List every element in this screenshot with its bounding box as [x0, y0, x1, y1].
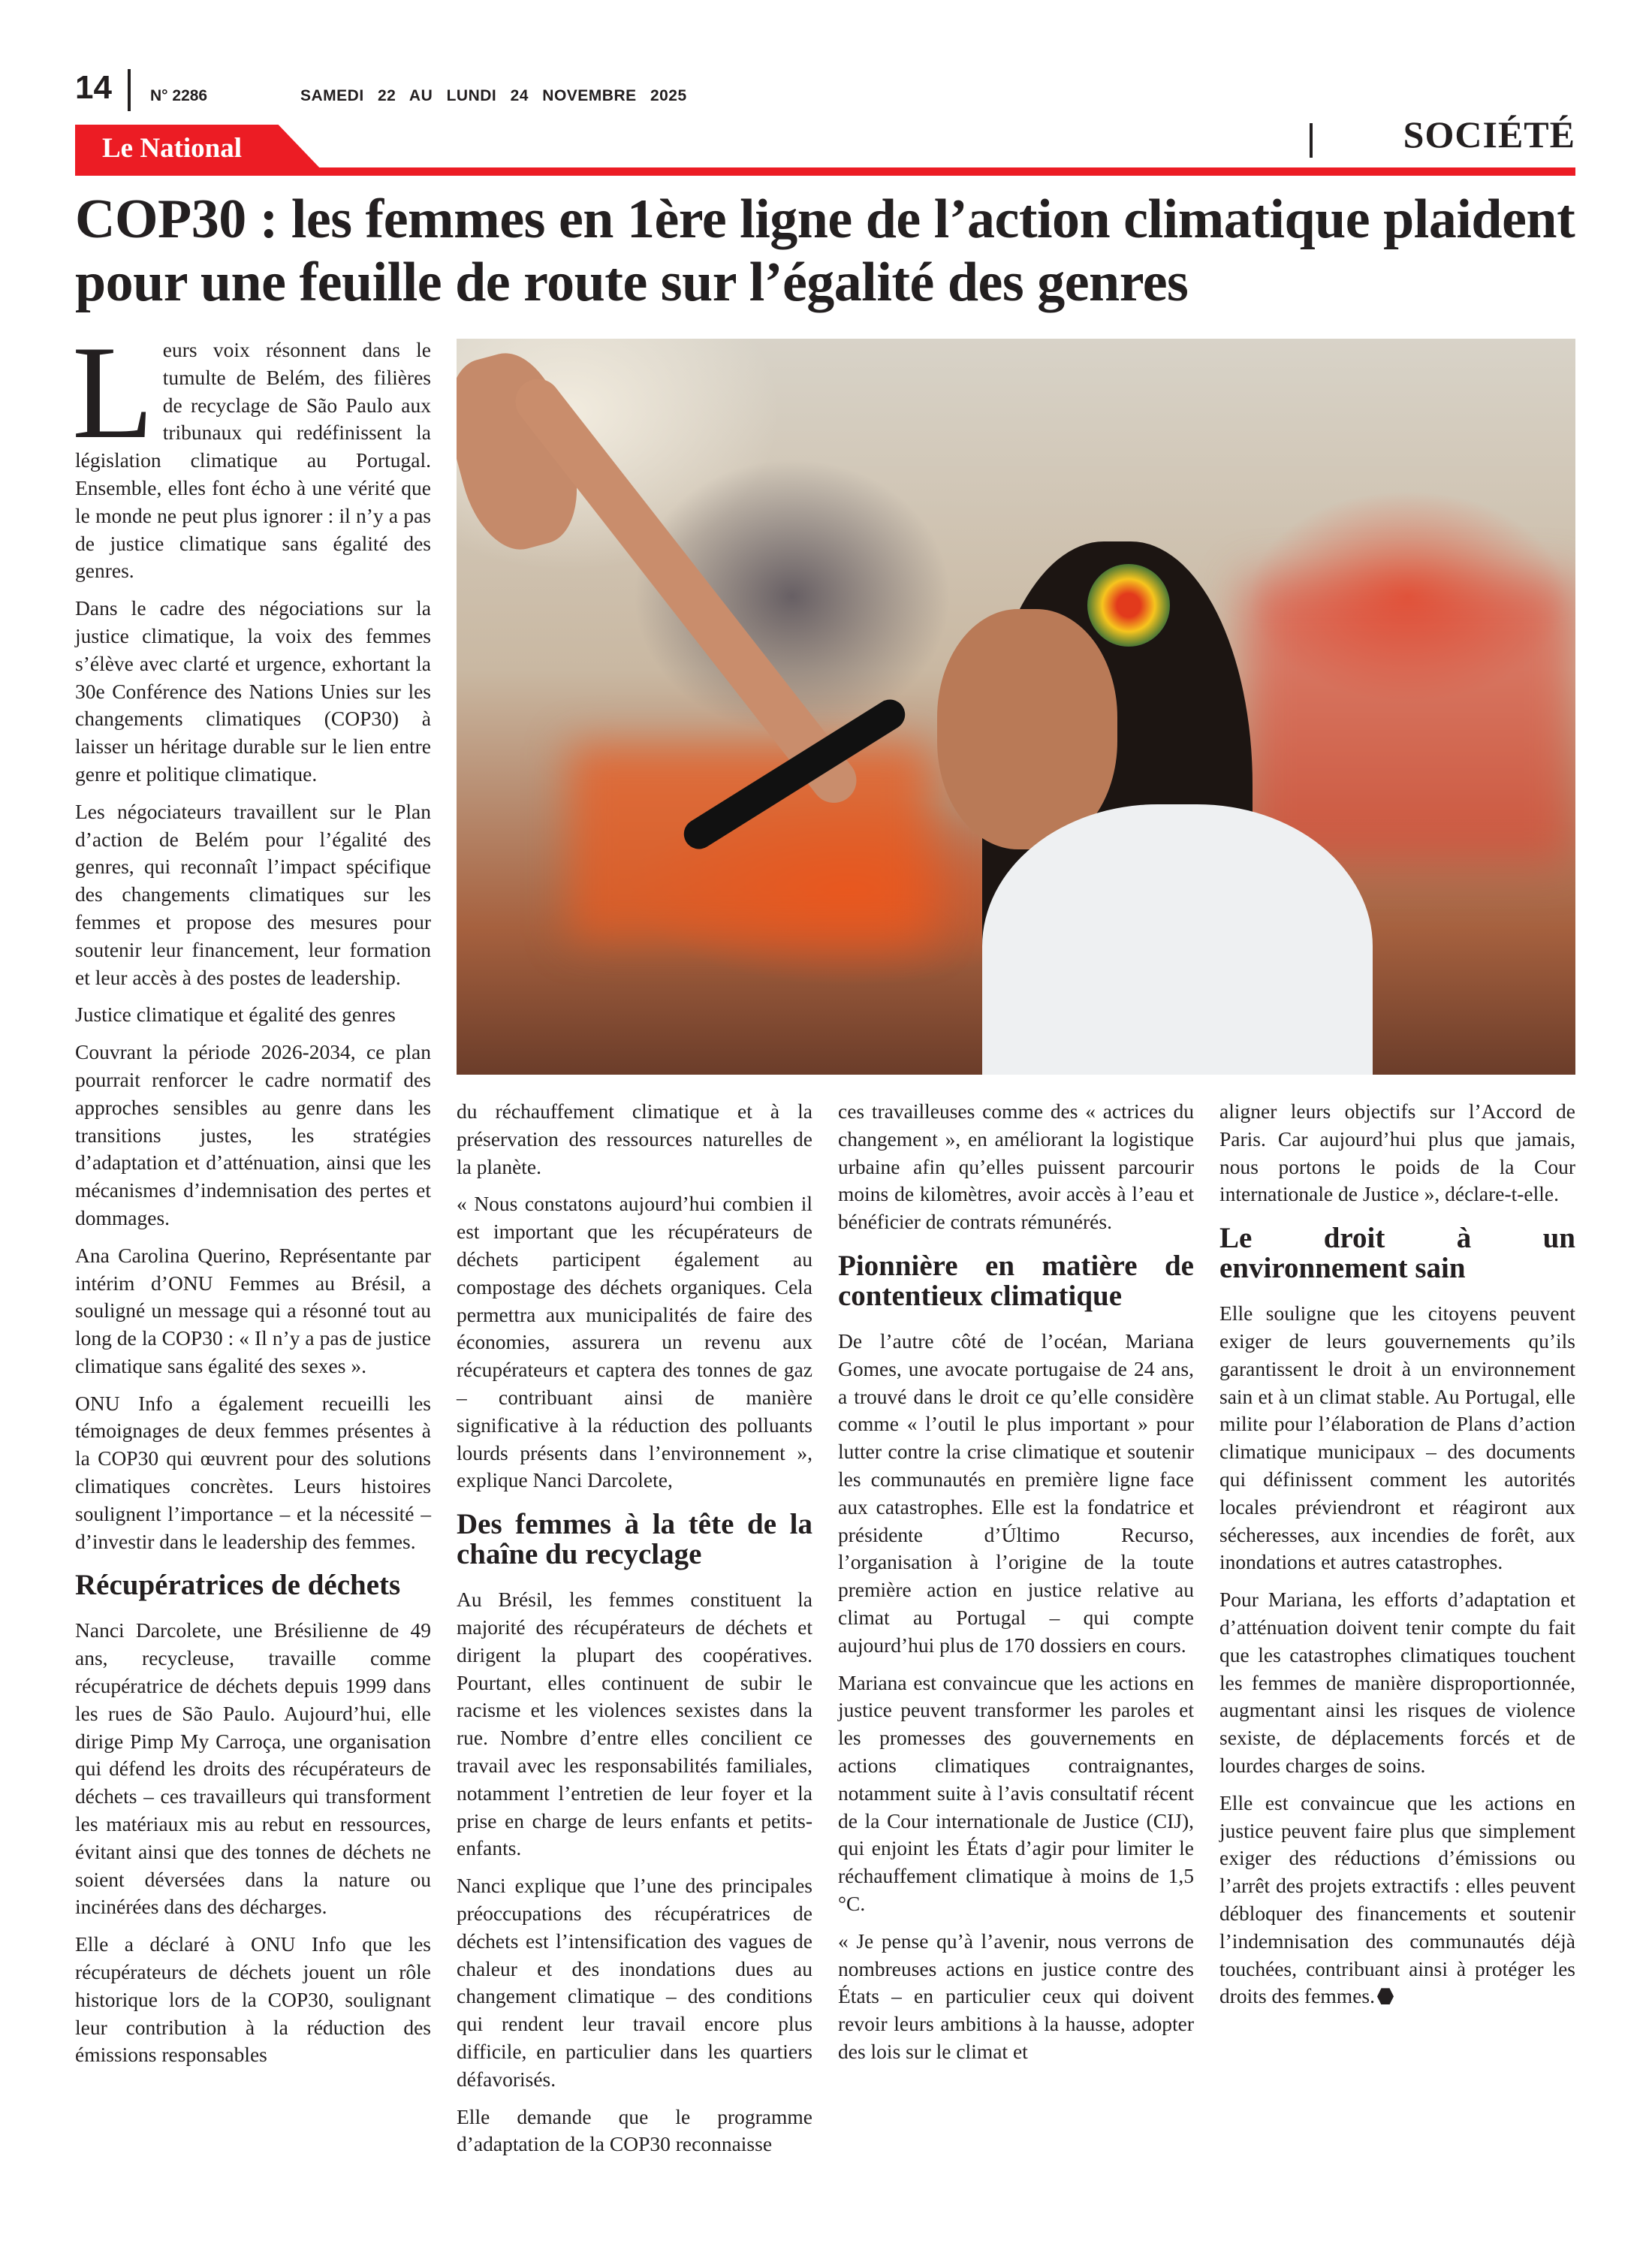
paragraph-text: Elle a déclaré à ONU Info que les récupérateurs de déchets jouent un rôle historique lors de la COP30, soulignant leur contribution à la réduction des émissions responsables	[75, 1932, 431, 2067]
end-of-article-icon	[1377, 1988, 1394, 2004]
paragraph	[838, 1328, 1194, 1660]
paragraph	[75, 798, 431, 992]
article-column-2	[457, 1098, 812, 2168]
paragraph	[75, 1390, 431, 1556]
paragraph	[75, 595, 431, 789]
paragraph-text: Couvrant la période 2026-2034, ce plan pourrait renforcer le cadre normatif des approches sensibles au genre dans les transitions justes, les stratégies d’adaptation et d’atténuation, ainsi que les mécanismes d’indemnisation des pertes et dommages.	[75, 1040, 431, 1229]
newspaper-logo: Le National	[102, 133, 243, 164]
paragraph-text: « Nous constatons aujourd’hui combien il est important que les récupérateurs de déchets participent également au compostage des déchets organiques. Cela permettra aux municipalités de faire des économies, assurera un revenu aux récupérateurs et captera des tonnes de gaz – contribuant ainsi de manière significative à la réduction des polluants lourds présents dans l’environnement », explique Nanci Darcolete,	[457, 1192, 812, 1492]
paragraph-text: Justice climatique et égalité des genres	[75, 1003, 396, 1027]
paragraph	[75, 1242, 431, 1380]
paragraph	[1219, 1300, 1575, 1576]
paragraph	[1219, 1790, 1575, 2010]
article-title: COP30 : les femmes en 1ère ligne de l’action climatique plaident pour une feuille de route sur l’égalité des genres	[75, 189, 1575, 313]
subheading	[457, 1510, 812, 1570]
paragraph-text: Nanci explique que l’une des principales préoccupations des récupératrices de déchets est l’intensification des vagues de chaleur et des inondations dues au changement climatique – des conditions qui rendent leur travail encore plus difficile, en particulier dans les quartiers défavorisés.	[457, 1874, 812, 2091]
paragraph-text: eurs voix résonnent dans le tumulte de Belém, des filières de recyclage de São Paulo aux tribunaux qui redéfinissent la législation climatique au Portugal. Ensemble, elles font écho à une vérité que le monde ne peut plus ignorer : il n’y a pas de justice climatique sans égalité des genres.	[75, 338, 431, 583]
paragraph	[457, 1586, 812, 1862]
paragraph-text: Elle demande que le programme d’adaptation de la COP30 reconnaisse	[457, 2104, 812, 2156]
subheading	[1219, 1223, 1575, 1283]
paragraph-text: Elle est convaincue que les actions en justice peuvent faire plus que simplement exiger des réductions d’émissions ou l’arrêt des projets extractifs : elles peuvent débloquer des financements et soutenir l’indemnisation des communautés déjà touchées, contribuant ainsi à protéger les droits des femmes.	[1219, 1790, 1575, 2008]
paragraph	[1219, 1098, 1575, 1208]
paragraph-text: Nanci Darcolete, une Brésilienne de 49 ans, recycleuse, travaille comme récupératrice de déchets depuis 1999 dans les rues de São Paulo. Aujourd’hui, elle dirige Pimp My Carroça, une organisation qui défend les droits des récupérateurs de déchets – ces travailleurs qui transforment les matériaux mis au rebut en ressources, évitant ainsi que des tonnes de déchets ne soient déversées dans la nature ou incinérées dans des décharges.	[75, 1618, 431, 1919]
drop-cap: L	[72, 318, 154, 466]
subheading	[75, 1570, 431, 1600]
paragraph-text: « Je pense qu’à l’avenir, nous verrons de nombreuses actions en justice contre des États – en particulier ceux qui doivent revoir leurs ambitions à la hausse, adopter des lois sur le climat et	[838, 1929, 1194, 2063]
article-column-1	[72, 318, 431, 2079]
subheading-text: Des femmes à la tête de la chaîne du recyclage	[457, 1508, 812, 1571]
article-column-4	[1219, 1098, 1575, 2020]
article-column-3	[838, 1098, 1194, 2076]
paragraph-text: ces travailleuses comme des « actrices du changement », en améliorant la logistique urbaine afin qu’elles puissent parcourir moins de kilomètres, avoir accès à l’eau et bénéficier de contrats rémunérés.	[838, 1099, 1194, 1234]
article-photo	[457, 339, 1575, 1075]
paragraph	[75, 1039, 431, 1232]
paragraph	[75, 1617, 431, 1921]
paragraph-text: Pour Mariana, les efforts d’adaptation et d’atténuation doivent tenir compte du fait que les catastrophes climatiques touchent les femmes de manière disproportionnée, augmentant ainsi les risques de violence sexiste, de déplacements forcés et de lourdes charges de soins.	[1219, 1588, 1575, 1777]
section-label: SOCIÉTÉ	[1403, 113, 1575, 155]
paragraph	[75, 1001, 431, 1029]
divider	[128, 69, 131, 111]
paragraph	[1219, 1586, 1575, 1780]
divider	[1310, 123, 1313, 158]
paragraph-text: ONU Info a également recueilli les témoignages de deux femmes présentes à la COP30 qui œuvrent pour des solutions climatiques concrètes. Leurs histoires soulignent l’importance – et la nécessité – d’investir dans le leadership des femmes.	[75, 1391, 431, 1553]
paragraph	[838, 1098, 1194, 1236]
paragraph-text: Elle souligne que les citoyens peuvent exiger de leurs gouvernements qu’ils garantissent le droit à un environnement sain et à un climat stable. Au Portugal, elle milite pour l’élaboration de Plans d’action climatique municipaux – des documents qui définissent comment les autorités locales préviendront et réagiront aux sécheresses, aux incendies de forêt, aux inondations et autres catastrophes.	[1219, 1301, 1575, 1574]
paragraph	[72, 318, 431, 585]
paragraph-text: aligner leurs objectifs sur l’Accord de Paris. Car aujourd’hui plus que jamais, nous portons le poids de la Cour internationale de Justice », déclare-t-elle.	[1219, 1099, 1575, 1206]
paragraph-text: Les négociateurs travaillent sur le Plan d’action de Belém pour l’égalité des genres, qui reconnaît l’impact spécifique des changements climatiques sur les femmes et propose des mesures pour soutenir leur financement, leur formation et leur accès à des postes de leadership.	[75, 799, 431, 989]
paragraph-text: Mariana est convaincue que les actions en justice peuvent transformer les paroles et les promesses des gouvernements en actions climatiques contraignantes, notamment suite à l’avis consultatif récent de la Cour internationale de Justice (CIJ), qui enjoint les États d’agir pour limiter le réchauffement climatique à moins de 1,5 °C.	[838, 1670, 1194, 1915]
issue-date: SAMEDI 22 AU LUNDI 24 NOVEMBRE 2025	[300, 87, 687, 104]
paragraph	[838, 1928, 1194, 2066]
subheading-text: Récupératrices de déchets	[75, 1569, 401, 1602]
paragraph	[457, 2104, 812, 2159]
subheading-text: Le droit à un environnement sain	[1219, 1222, 1575, 1285]
paragraph	[457, 1190, 812, 1494]
paragraph-text: du réchauffement climatique et à la préservation des ressources naturelles de la planète.	[457, 1099, 812, 1178]
paragraph-text: Au Brésil, les femmes constituent la majorité des récupérateurs de déchets et dirigent la plupart des coopératives. Pourtant, elles continuent de subir le racisme et les violences sexistes dans la rue. Nombre d’entre elles concilient ce travail avec les responsabilités familiales, notamment l’entretien de leur foyer et la prise en charge de leurs enfants et petits-enfants.	[457, 1588, 812, 1860]
paragraph	[457, 1098, 812, 1181]
header-rule	[75, 167, 1575, 176]
paragraph-text: Dans le cadre des négociations sur la justice climatique, la voix des femmes s’élève avec clarté et urgence, exhortant la 30e Conférence des Nations Unies sur les changements climatiques (COP30) à laisser un héritage durable sur le lien entre genre et politique climatique.	[75, 596, 431, 786]
issue-number: N° 2286	[150, 87, 208, 104]
subheading-text: Pionnière en matière de contentieux climatique	[838, 1249, 1194, 1312]
paragraph-text: De l’autre côté de l’océan, Mariana Gomes, une avocate portugaise de 24 ans, a trouvé dans le droit ce qu’elle considère comme « l’outil le plus important » pour lutter contre la crise climatique et soutenir les communautés en première ligne face aux catastrophes. Elle est la fondatrice et présidente d’Último Recurso, l’organisation à l’origine de la toute première action en justice relative au climat au Portugal – qui compte aujourd’hui plus de 170 dossiers en cours.	[838, 1329, 1194, 1657]
paragraph-text: Ana Carolina Querino, Représentante par intérim d’ONU Femmes au Brésil, a souligné un message qui a résonné tout au long de la COP30 : « Il n’y a pas de justice climatique sans égalité des sexes ».	[75, 1243, 431, 1377]
page-number: 14	[75, 69, 112, 106]
paragraph	[457, 1872, 812, 2093]
paragraph	[838, 1669, 1194, 1918]
subheading	[838, 1251, 1194, 1311]
paragraph	[75, 1931, 431, 2069]
